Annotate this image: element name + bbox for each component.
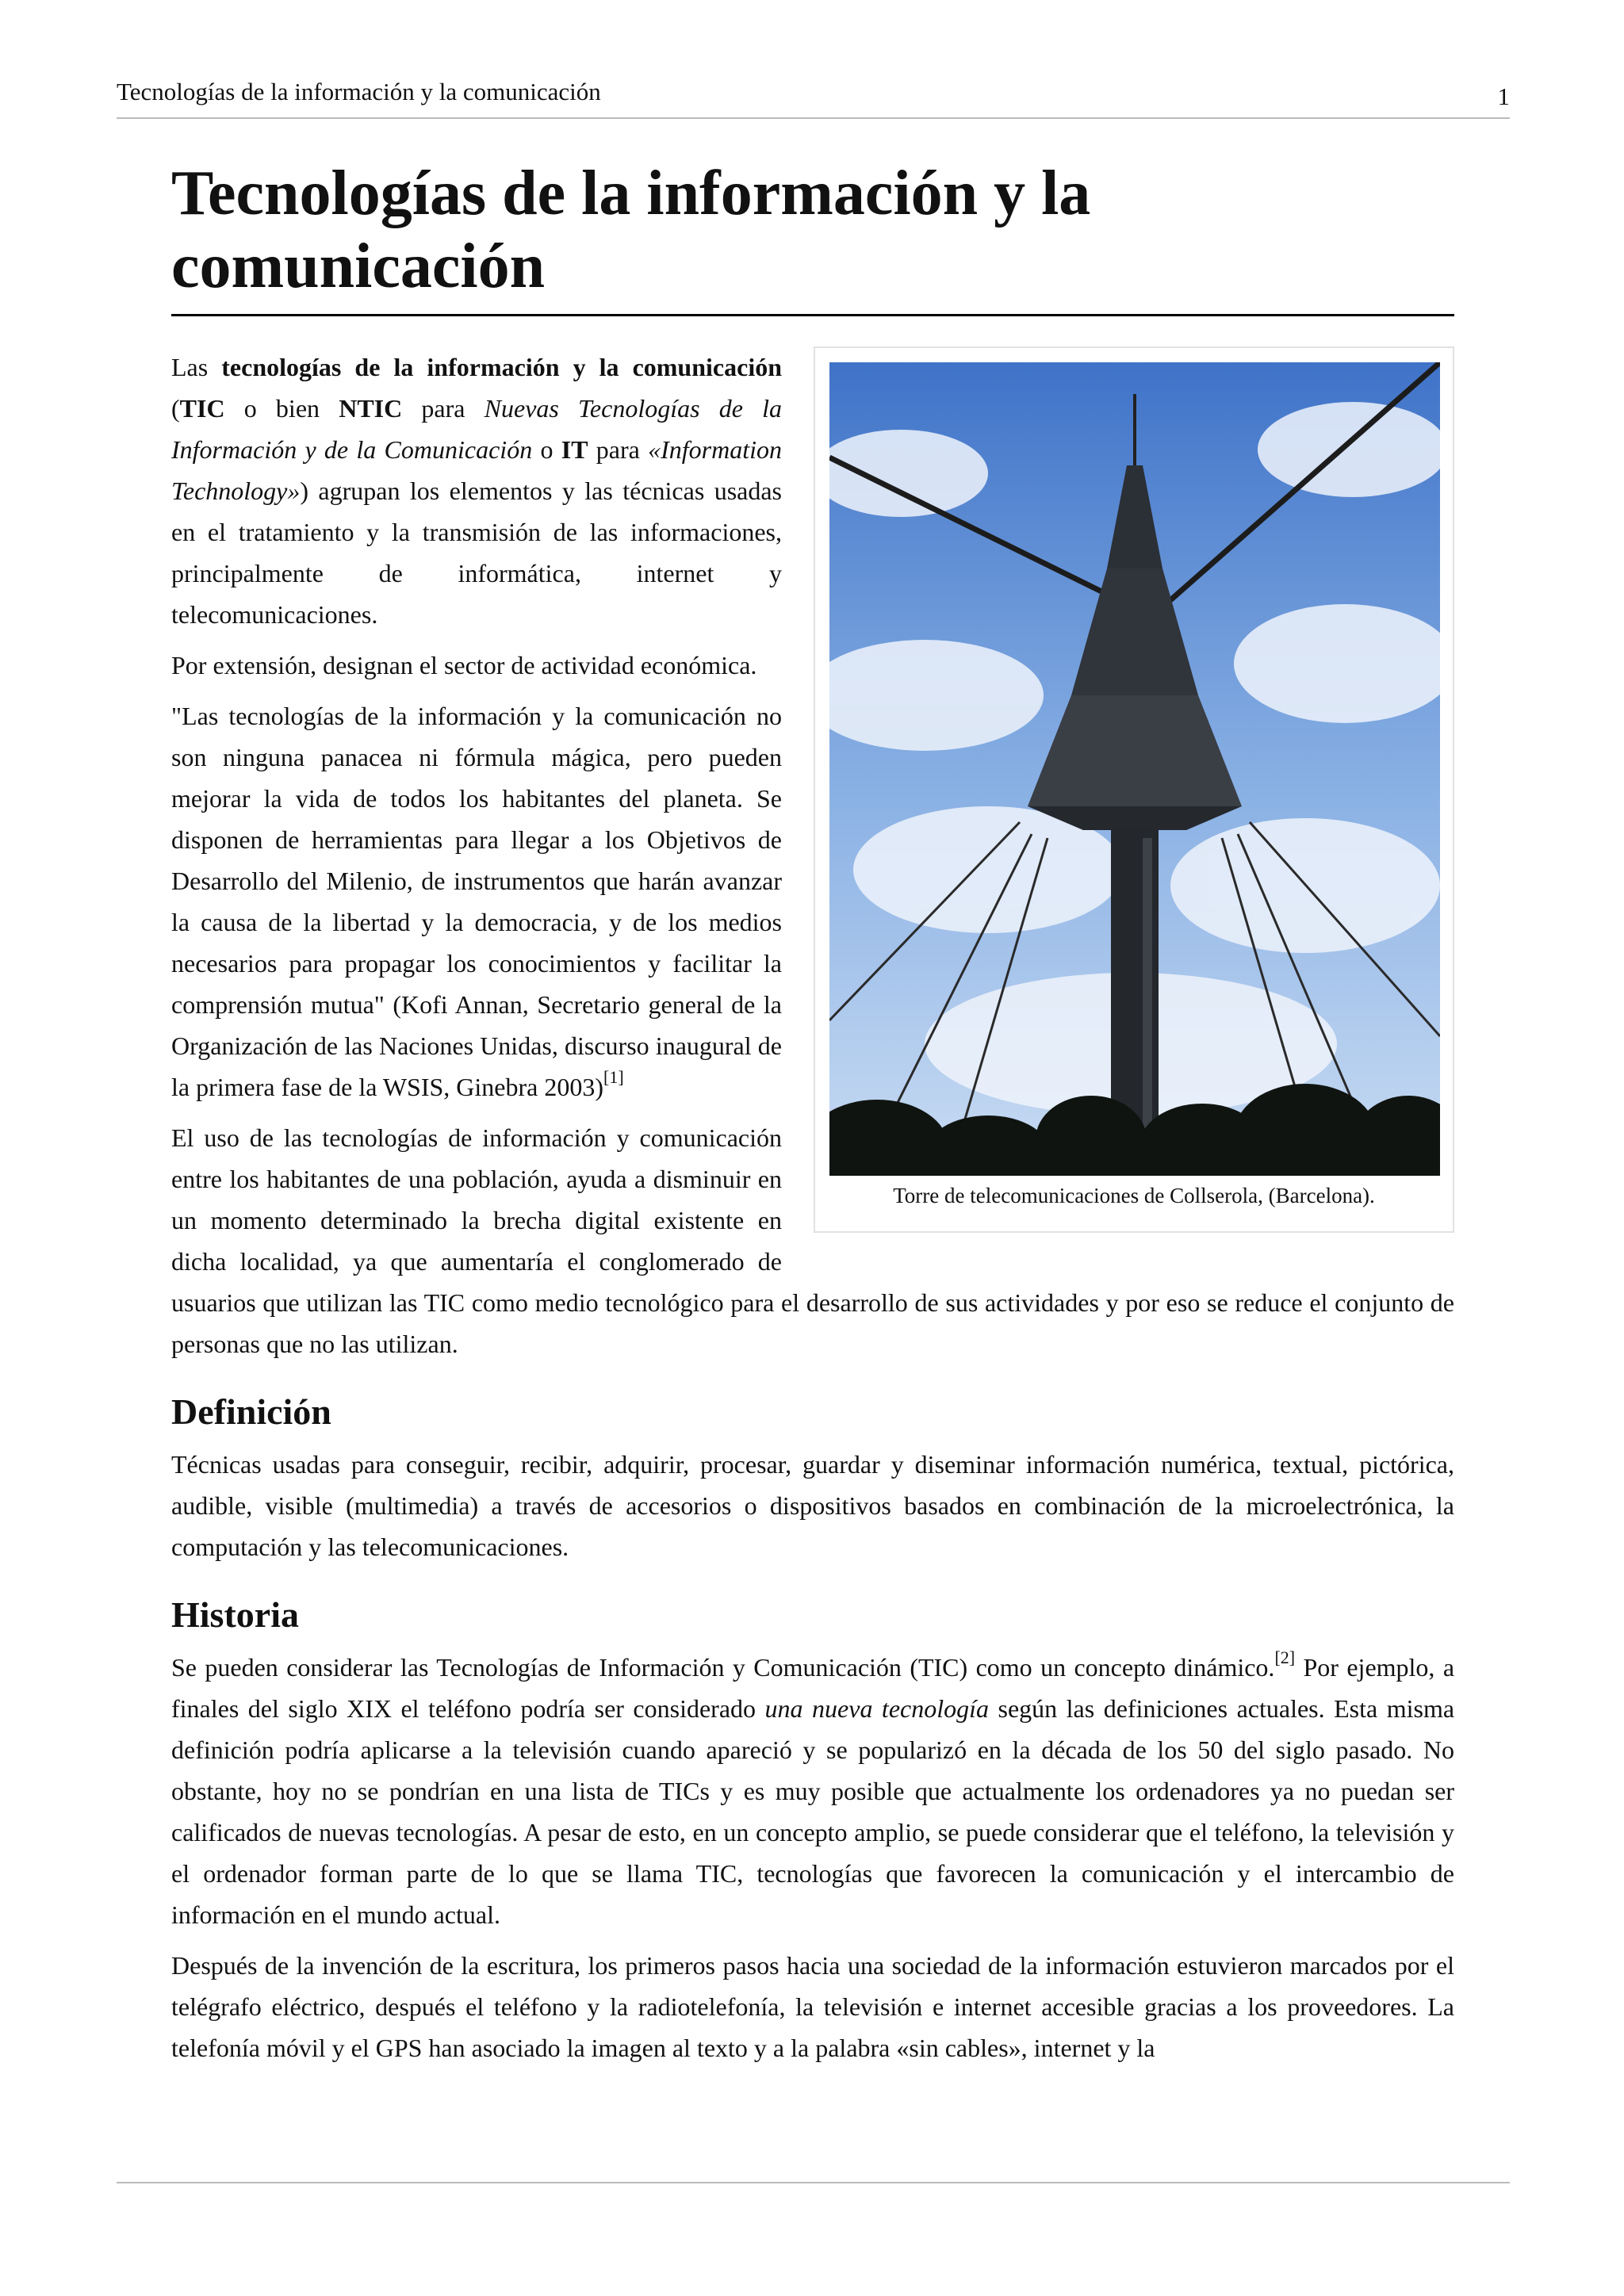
history-paragraph-1 [171,1647,1454,1935]
intro-text: ( [171,394,180,423]
reference-1[interactable]: [1] [603,1067,624,1088]
page-number: 1 [1497,82,1510,110]
reference-2[interactable]: [2] [1274,1647,1296,1667]
section-heading-definicion: Definición [171,1391,331,1432]
term-ntic: NTIC [339,394,403,423]
history-text: según las definiciones actuales. Esta misma definición podría aplicarse a la televisión cuando apareció y se popularizó en la década de los 50 del siglo pasado. No obstante, hoy no se pondrían en una lista de TICs y es muy posible que actualmente los ordenadores ya no puedan ser calificados de nuevas tecnologías. A pesar de esto, en un concepto amplio, se puede considerar que el teléfono, la televisión y el ordenador forman parte de lo que se llama TIC, tecnologías que favorecen la comunicación y el intercambio de información en el mundo actual. [171,1693,1455,1929]
history-text: Por ejemplo, a finales del siglo XIX el teléfono podría ser considerado [171,1652,1455,1723]
term-ntic-expansion: Nuevas Tecnologías de la Información y de la Comunicación [171,394,783,464]
term-it: IT [561,435,588,464]
section-heading-historia: Historia [171,1594,299,1635]
annan-quote: "Las tecnologías de la información y la comunicación no son ninguna panacea ni fórmula mágica, pero pueden mejorar la vida de todos los habitantes del planeta. Se disponen de herramientas para llegar a los Objetivos de Desarrollo del Milenio, de instrumentos que harán avanzar la causa de la libertad y la democracia, y de los medios necesarios para propagar los conocimientos y facilitar la comprensión mutua" (Kofi Annan, Secretario general de la Organización de las Naciones Unidas, discurso inaugural de la primera fase de la WSIS, Ginebra 2003) [171,702,782,1101]
figure-thumb [814,346,1454,1233]
running-title: Tecnologías de la información y la comunicación [117,78,601,105]
term-tic: TIC [179,394,225,423]
history-italic: una nueva tecnología [764,1693,990,1723]
footer-rule [117,2182,1510,2183]
article-title: Tecnologías de la información y la comunicación [171,157,1454,316]
history-paragraph-2: Después de la invención de la escritura, los primeros pasos hacia una sociedad de la información estuvieron marcados por el telégrafo eléctrico, después el teléfono y la radiotelefonía, la televisión e internet accesible gracias a los proveedores. La telefonía móvil y el GPS han asociado la imagen al texto y a la palabra «sin cables», internet y la [171,1950,1454,2062]
tower-photo [829,362,1440,1176]
annan-quote-paragraph [171,695,782,1108]
intro-text: Las [171,353,209,381]
term-it-expansion: «Information Technology» [171,435,783,505]
intro-text: o bien [243,394,320,423]
history-text: Se pueden considerar las Tecnologías de Información y Comunicación (TIC) como un concepto dinámico. [171,1652,1275,1682]
intro-block [171,346,1454,1364]
intro-text: para [596,435,640,464]
extension-paragraph: Por extensión, designan el sector de actividad económica. [171,651,757,679]
running-header [117,78,1510,119]
definition-paragraph: Técnicas usadas para conseguir, recibir, adquirir, procesar, guardar y diseminar información numérica, textual, pictórica, audible, visible (multimedia) a través de accesorios o dispositivos basados en combinación de la microelectrónica, la computación y las telecomunicaciones. [171,1449,1454,1561]
intro-text: ) agrupan los elementos y las técnicas usadas en el tratamiento y la transmisión de las informaciones, principalmente de informática, internet y telecomunicaciones. [171,476,782,629]
term-tic-full: tecnologías de la información y la comunicación [221,353,783,381]
figure-caption: Torre de telecomunicaciones de Collserola, (Barcelona). [893,1184,1375,1207]
intro-text: para [421,394,465,423]
intro-text: o [540,435,553,464]
usage-paragraph: El uso de las tecnologías de información y comunicación entre los habitantes de una población, ayuda a disminuir en un momento determinado la brecha digital existente en dicha localidad, ya que aumentaría el conglomerado de usuarios que utilizan las TIC como medio tecnológico para el desarrollo de sus actividades y por eso se reduce el conjunto de personas que no las utilizan. [171,1123,1454,1358]
article-body [171,157,1454,2078]
intro-paragraph [171,346,782,635]
